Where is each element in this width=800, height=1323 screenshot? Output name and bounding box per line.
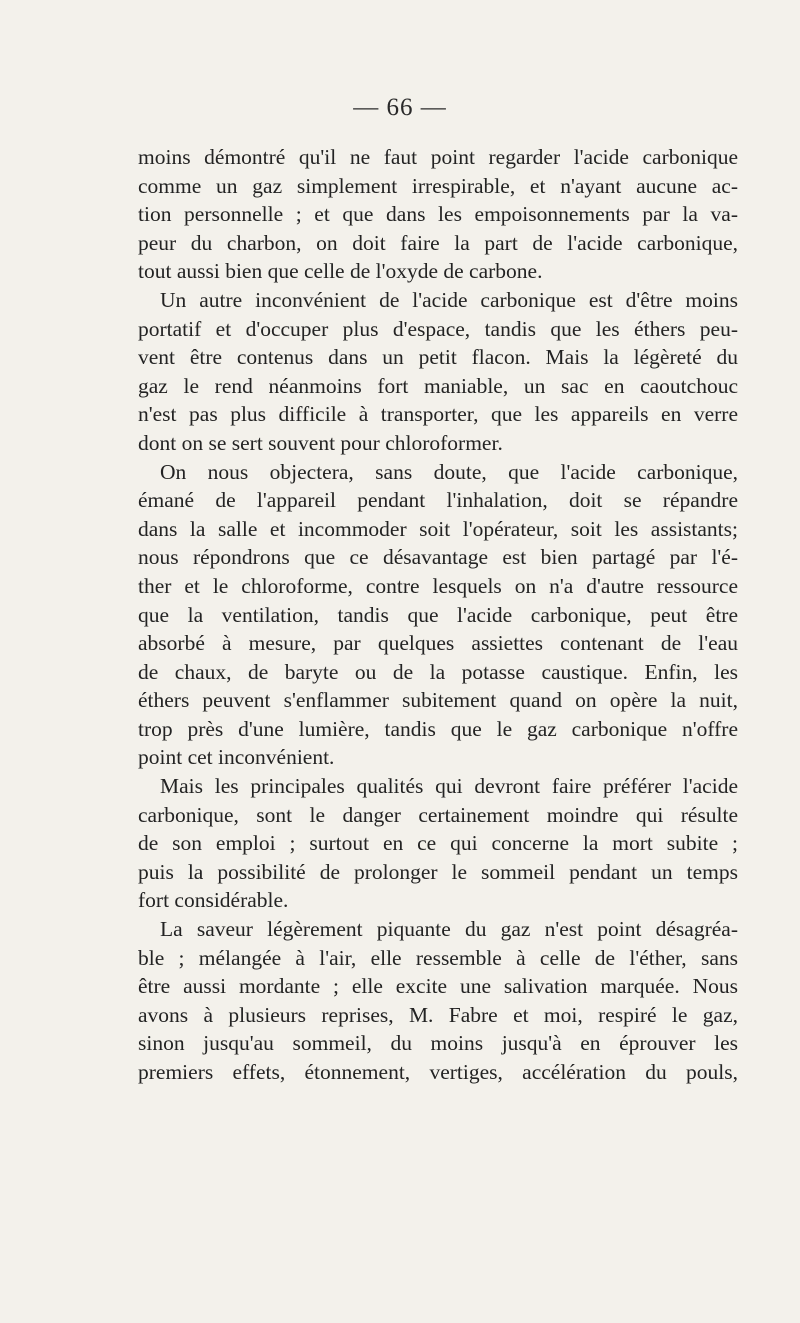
text-line: éthers peuvent s'enflammer subitement quand on opère la nuit, [138,688,738,713]
text-line: dans la salle et incommoder soit l'opérateur, soit les assistants; [138,516,738,541]
text-line: peur du charbon, on doit faire la part de l'acide carbonique, [138,230,738,255]
text-line: de chaux, de baryte ou de la potasse caustique. Enfin, les [138,659,738,684]
text-line: émané de l'appareil pendant l'inhalation, doit se répandre [138,488,738,513]
text-line: portatif et d'occuper plus d'espace, tandis que les éthers peu- [138,316,738,341]
text-line: fort considérable. [138,888,289,913]
text-line: Mais les principales qualités qui devront faire préférer l'acide [160,774,738,799]
text-line: point cet inconvénient. [138,745,335,770]
text-line: premiers effets, étonnement, vertiges, accélération du pouls, [138,1060,738,1084]
text-line: trop près d'une lumière, tandis que le gaz carbonique n'offre [138,716,738,741]
text-line: être aussi mordante ; elle excite une salivation marquée. Nous [138,974,738,999]
text-line: que la ventilation, tandis que l'acide carbonique, peut être [138,602,738,627]
body-text [138,143,738,1087]
text-line: nous répondrons que ce désavantage est bien partagé par l'é- [138,545,738,570]
text-line: On nous objectera, sans doute, que l'acide carbonique, [160,459,738,484]
text-line: de son emploi ; surtout en ce qui concerne la mort subite ; [138,831,738,856]
text-line: carbonique, sont le danger certainement moindre qui résulte [138,802,738,827]
text-line: ther et le chloroforme, contre lesquels on n'a d'autre ressource [138,573,738,598]
text-line: puis la possibilité de prolonger le sommeil pendant un temps [138,859,738,884]
text-line: comme un gaz simplement irrespirable, et n'ayant aucune ac- [138,173,738,198]
text-line: ble ; mélangée à l'air, elle ressemble à celle de l'éther, sans [138,945,738,970]
text-line: avons à plusieurs reprises, M. Fabre et moi, respiré le gaz, [138,1002,738,1027]
text-line: n'est pas plus difficile à transporter, que les appareils en verre [138,402,738,427]
text-line: tout aussi bien que celle de l'oxyde de carbone. [138,259,543,284]
text-line: dont on se sert souvent pour chloroformer. [138,430,503,455]
page-number: — 66 — [353,94,447,121]
text-line: tion personnelle ; et que dans les empoisonnements par la va- [138,202,738,227]
text-line: vent être contenus dans un petit flacon. Mais la légèreté du [138,345,738,370]
text-line: sinon jusqu'au sommeil, du moins jusqu'à en éprouver les [138,1031,738,1056]
text-line: La saveur légèrement piquante du gaz n'est point désagréa- [160,917,738,942]
text-line: absorbé à mesure, par quelques assiettes contenant de l'eau [138,631,738,656]
text-line: Un autre inconvénient de l'acide carbonique est d'être moins [160,287,738,312]
text-line: gaz le rend néanmoins fort maniable, un sac en caoutchouc [138,373,738,398]
text-line: moins démontré qu'il ne faut point regarder l'acide carbonique [138,145,738,169]
